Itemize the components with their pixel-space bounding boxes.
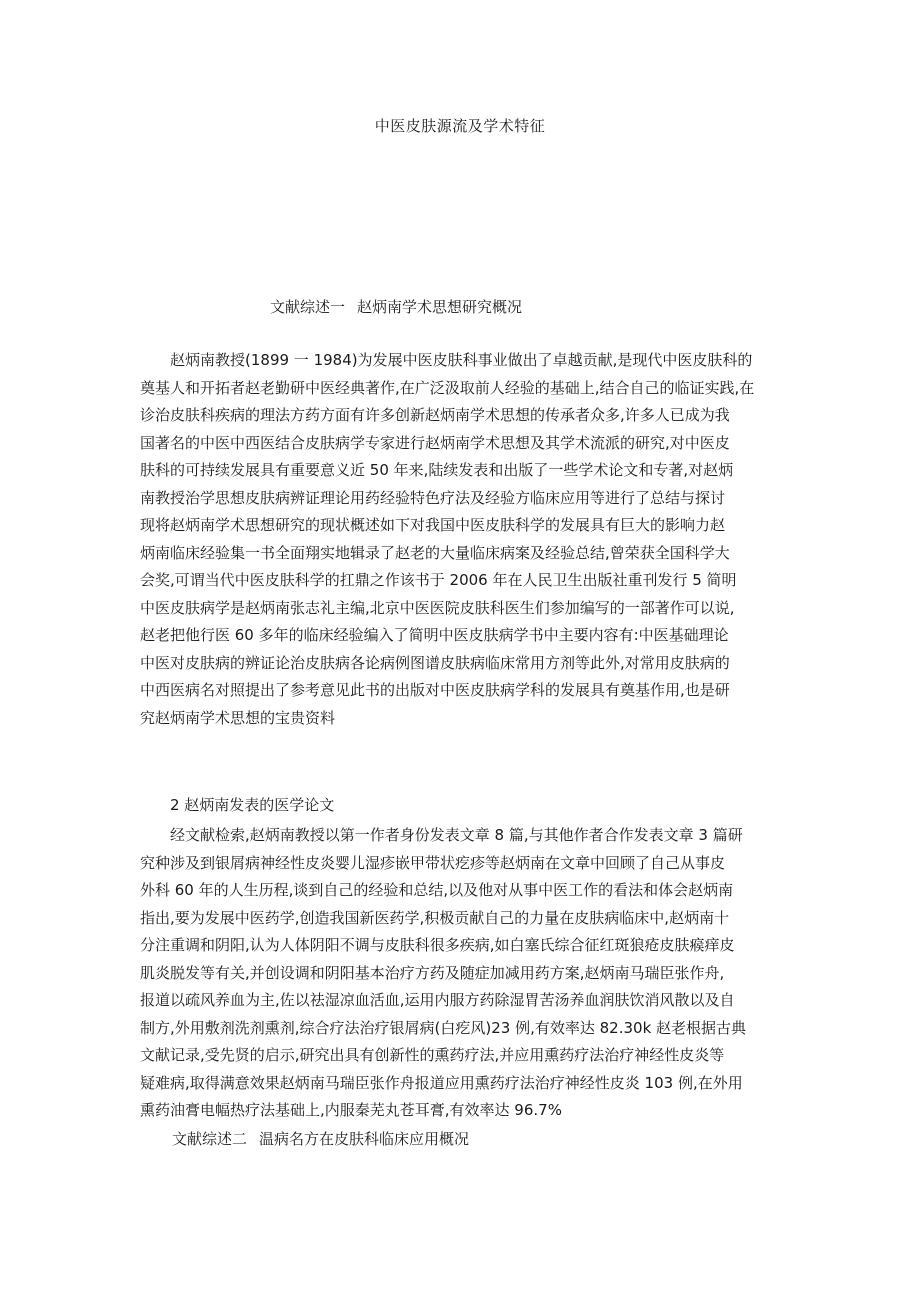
paragraph-line: 分注重调和阴阳,认为人体阴阳不调与皮肤科很多疾病,如白塞氏综合征红斑狼疮皮肤瘊痒皮 <box>140 936 735 954</box>
paragraph-line: 经文献检索,赵炳南教授以第一作者身份发表文章 8 篇,与其他作者合作发表文章 3 篇研 <box>170 826 743 844</box>
paragraph-line: 赵老把他行医 60 多年的临床经验编入了简明中医皮肤病学书中主要内容有:中医基础理论 <box>140 626 729 644</box>
paragraph-line: 疑难病,取得满意效果赵炳南马瑞臣张作舟报道应用熏药疗法治疗神经性皮炎 103 例,在外用 <box>140 1073 743 1092</box>
paragraph-line: 肌炎脱发等有关,并创设调和阴阳基本治疗方药及随症加减用药方案,赵炳南马瑞臣张作舟, <box>140 963 725 982</box>
section-2-heading: 2 赵炳南发表的医学论文 <box>170 796 335 814</box>
paragraph-line: 究种涉及到银屑病神经性皮炎婴儿湿疹嵌甲带状疙疹等赵炳南在文章中回顾了自己从事皮 <box>140 853 726 872</box>
paragraph-line: 炳南临床经验集一书全面翔实地辑录了赵老的大量临床病案及经验总结,曾荣获全国科学大 <box>140 543 730 562</box>
paragraph-line: 报道以疏风养血为主,佐以祛湿凉血活血,运用内服方药除湿胃苦汤养血润肤饮消风散以及自 <box>140 991 735 1009</box>
section-3-label: 文献综述二 <box>172 1130 248 1148</box>
section-3-title: 温病名方在皮肤科临床应用概况 <box>259 1130 470 1148</box>
paragraph-line: 中医皮肤病学是赵炳南张志礼主编,北京中医医院皮肤科医生们参加编写的一部著作可以说, <box>140 598 735 617</box>
section-1-paragraph <box>140 347 790 732</box>
section-1-label: 文献综述一 <box>270 298 346 316</box>
paragraph-line: 中医对皮肤病的辨证论治皮肤病各论病例图谱皮肤病临床常用方剂等此外,对常用皮肤病的 <box>140 653 730 672</box>
paragraph-line: 国著名的中医中西医结合皮肤病学专家进行赵炳南学术思想及其学术流派的研究,对中医皮 <box>140 433 730 452</box>
paragraph-line: 外科 60 年的人生历程,谈到自己的经验和总结,以及他对从事中医工作的看法和体会赵炳南 <box>140 881 734 899</box>
paragraph-line: 赵炳南教授(1899 一 1984)为发展中医皮肤科事业做出了卓越贡献,是现代中医皮肤科的 <box>170 351 753 369</box>
paragraph-line: 究赵炳南学术思想的宝贵资料 <box>140 708 336 727</box>
paragraph-line: 中西医病名对照提出了参考意见此书的出版对中医皮肤病学科的发展具有奠基作用,也是研 <box>140 681 730 699</box>
paragraph-line: 现将赵炳南学术思想研究的现状概述如下对我国中医皮肤科学的发展具有巨大的影响力赵 <box>140 516 726 534</box>
paragraph-line: 肤科的可持续发展具有重要意义近 50 年来,陆续发表和出版了一些学术论文和专著,对赵炳 <box>140 461 734 479</box>
paragraph-line: 诊治皮肤科疾病的理法方药方面有许多创新赵炳南学术思想的传承者众多,许多人已成为我 <box>140 406 730 424</box>
paragraph-line: 文献记录,受先贤的启示,研究出具有创新性的熏药疗法,并应用熏药疗法治疗神经性皮炎等 <box>140 1046 725 1064</box>
paragraph-line: 南教授治学思想皮肤病辨证理论用药经验特色疗法及经验方临床应用等进行了总结与探讨 <box>140 488 726 507</box>
paragraph-line: 会奖,可谓当代中医皮肤科学的扛鼎之作该书于 2006 年在人民卫生出版社重刊发行 5 简明 <box>140 571 737 589</box>
paragraph-line: 熏药油膏电幅热疗法基础上,内服秦芜丸苍耳膏,有效率达 96.7% <box>140 1101 562 1119</box>
paragraph-line: 奠基人和开拓者赵老勤研中医经典著作,在广泛汲取前人经验的基础上,结合自己的临证实践,在 <box>140 378 755 397</box>
document-title: 中医皮肤源流及学术特征 <box>374 117 546 135</box>
section-3-heading <box>172 1129 469 1149</box>
section-1-heading <box>270 297 522 317</box>
paragraph-line: 制方,外用敷剂洗剂熏剂,综合疗法治疗银屑病(白疙风)23 例,有效率达 82.30k 赵老根据古典 <box>140 1018 747 1037</box>
section-2-paragraph <box>140 822 790 1125</box>
paragraph-line: 指出,要为发展中医药学,创造我国新医药学,积极贡献自己的力量在皮肤病临床中,赵炳南十 <box>140 908 730 927</box>
section-1-title: 赵炳南学术思想研究概况 <box>357 298 523 316</box>
